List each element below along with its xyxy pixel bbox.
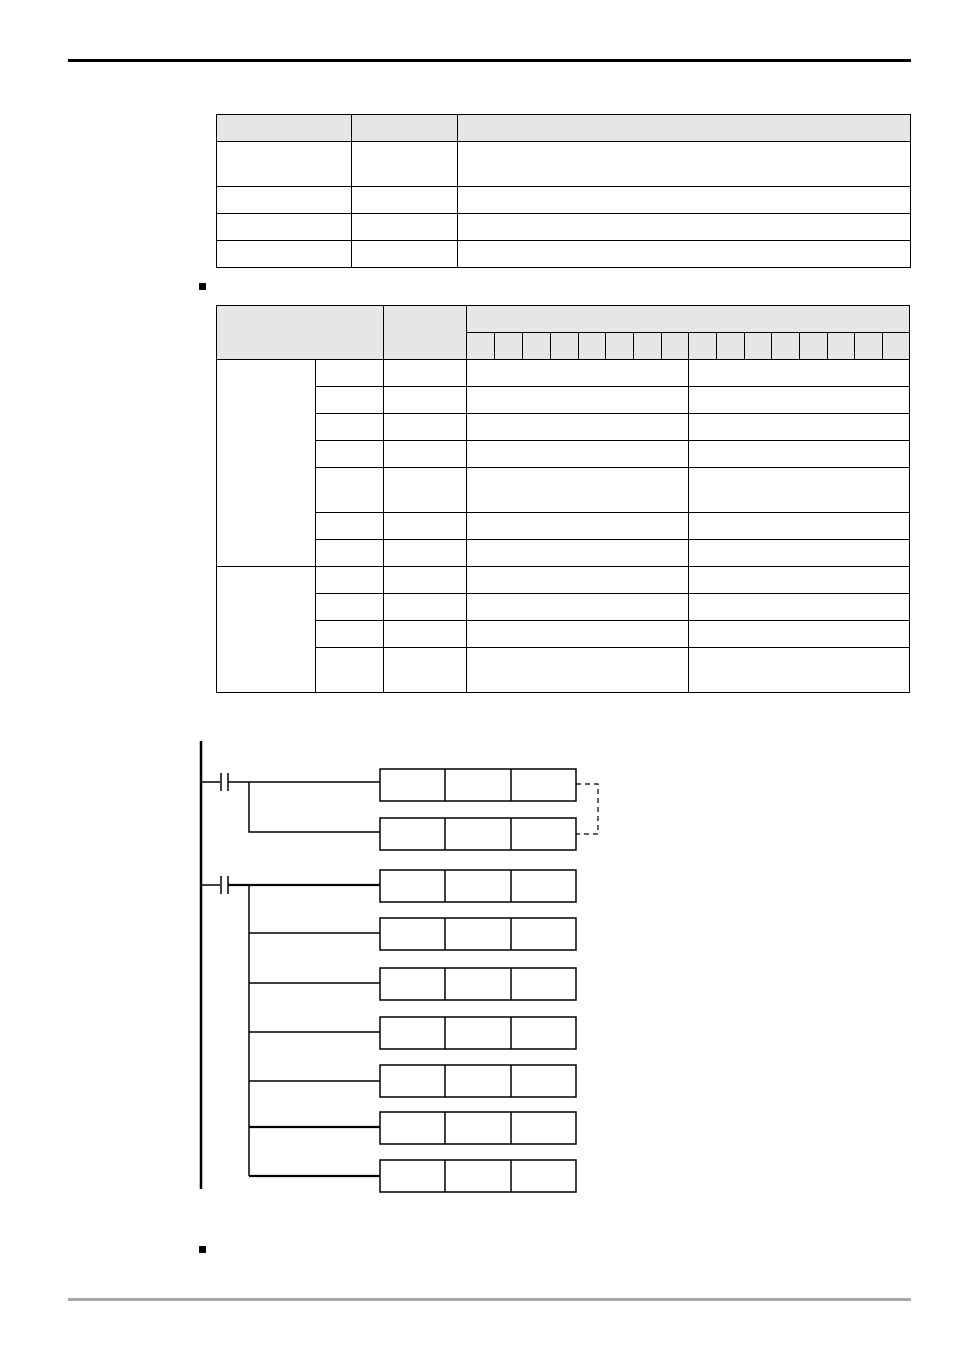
table-cell [689,387,910,414]
bit-cell [800,333,828,360]
bit-cell [662,333,689,360]
table-row [217,241,911,268]
section-bullet [199,1246,206,1253]
table-cell [316,387,384,414]
table-cell [384,360,467,387]
table-cell [458,142,911,187]
bit-cell [467,333,495,360]
table-cell [384,468,467,513]
table-cell [467,360,689,387]
table-row [217,540,910,567]
table-row [217,360,910,387]
bit-cell [495,333,523,360]
branch-wire [249,782,380,832]
table-cell [316,621,384,648]
table-row [217,214,911,241]
table-cell [384,648,467,693]
group-cell [217,567,316,693]
table-cell [467,621,689,648]
instruction-box [380,918,576,950]
table-cell [217,142,352,187]
table-cell [217,187,352,214]
table-cell [689,513,910,540]
table-row [217,513,910,540]
table-cell [316,414,384,441]
table-cell [689,360,910,387]
table-row [217,468,910,513]
instruction-box [380,769,576,801]
table-cell [458,214,911,241]
table-cell [316,648,384,693]
instruction-box [380,1065,576,1097]
table-header-cell [217,115,352,142]
table-header-row [217,115,911,142]
bit-cell [855,333,883,360]
contact-symbol [201,773,380,791]
table-cell [467,387,689,414]
table-cell [316,441,384,468]
table-header-cell [352,115,458,142]
table-cell [689,648,910,693]
table-cell [316,360,384,387]
table-cell [352,241,458,268]
table-cell [467,648,689,693]
table-row [217,648,910,693]
table-cell [458,241,911,268]
table-cell [689,621,910,648]
table-cell [384,594,467,621]
table-cell [689,441,910,468]
table-header-cell [384,306,467,360]
table-row [217,441,910,468]
group-cell [217,360,316,567]
bit-header-cell [467,306,910,333]
bit-cell [828,333,855,360]
bit-cell [717,333,745,360]
table-cell [467,594,689,621]
table-cell [467,414,689,441]
instruction-box [380,818,576,850]
instruction-box [380,1112,576,1144]
table-row [217,187,911,214]
table-cell [689,540,910,567]
dashed-link [576,784,598,834]
bit-cell [606,333,634,360]
table-cell [467,513,689,540]
table-cell [467,441,689,468]
table-cell [384,387,467,414]
instruction-box [380,968,576,1000]
instruction-box [380,870,576,902]
section-bullet [199,283,206,290]
table-row [217,142,911,187]
parameter-table [216,114,911,268]
table-cell [689,414,910,441]
table-cell [384,540,467,567]
bit-cell [689,333,717,360]
table-cell [384,567,467,594]
table-cell [458,187,911,214]
table-cell [384,414,467,441]
table-cell [384,621,467,648]
table-cell [352,214,458,241]
bit-cell [745,333,772,360]
table-cell [217,241,352,268]
table-cell [217,214,352,241]
ladder-diagram [190,735,620,1200]
table-row [217,567,910,594]
table-cell [467,540,689,567]
bit-flag-table [216,305,910,693]
table-cell [316,468,384,513]
table-row [217,414,910,441]
table-row [217,621,910,648]
table-row [217,387,910,414]
instruction-box [380,1160,576,1192]
table-cell [316,540,384,567]
table-cell [352,142,458,187]
table-cell [467,468,689,513]
contact-symbol [201,876,380,894]
table-cell [689,594,910,621]
table-cell [689,567,910,594]
header-rule [68,59,911,62]
table-cell [316,567,384,594]
table-cell [316,513,384,540]
bit-cell [523,333,551,360]
bit-cell [772,333,800,360]
table-header-cell [458,115,911,142]
instruction-box [380,1017,576,1049]
table-row [217,594,910,621]
table-header-cell [217,306,384,360]
bit-cell [551,333,579,360]
bit-cell [579,333,606,360]
table-cell [352,187,458,214]
table-cell [689,468,910,513]
table-cell [384,441,467,468]
table-header-row [217,306,910,333]
bit-cell [634,333,662,360]
table-cell [467,567,689,594]
footer-rule [68,1298,911,1301]
table-cell [384,513,467,540]
bit-cell [883,333,910,360]
table-cell [316,594,384,621]
